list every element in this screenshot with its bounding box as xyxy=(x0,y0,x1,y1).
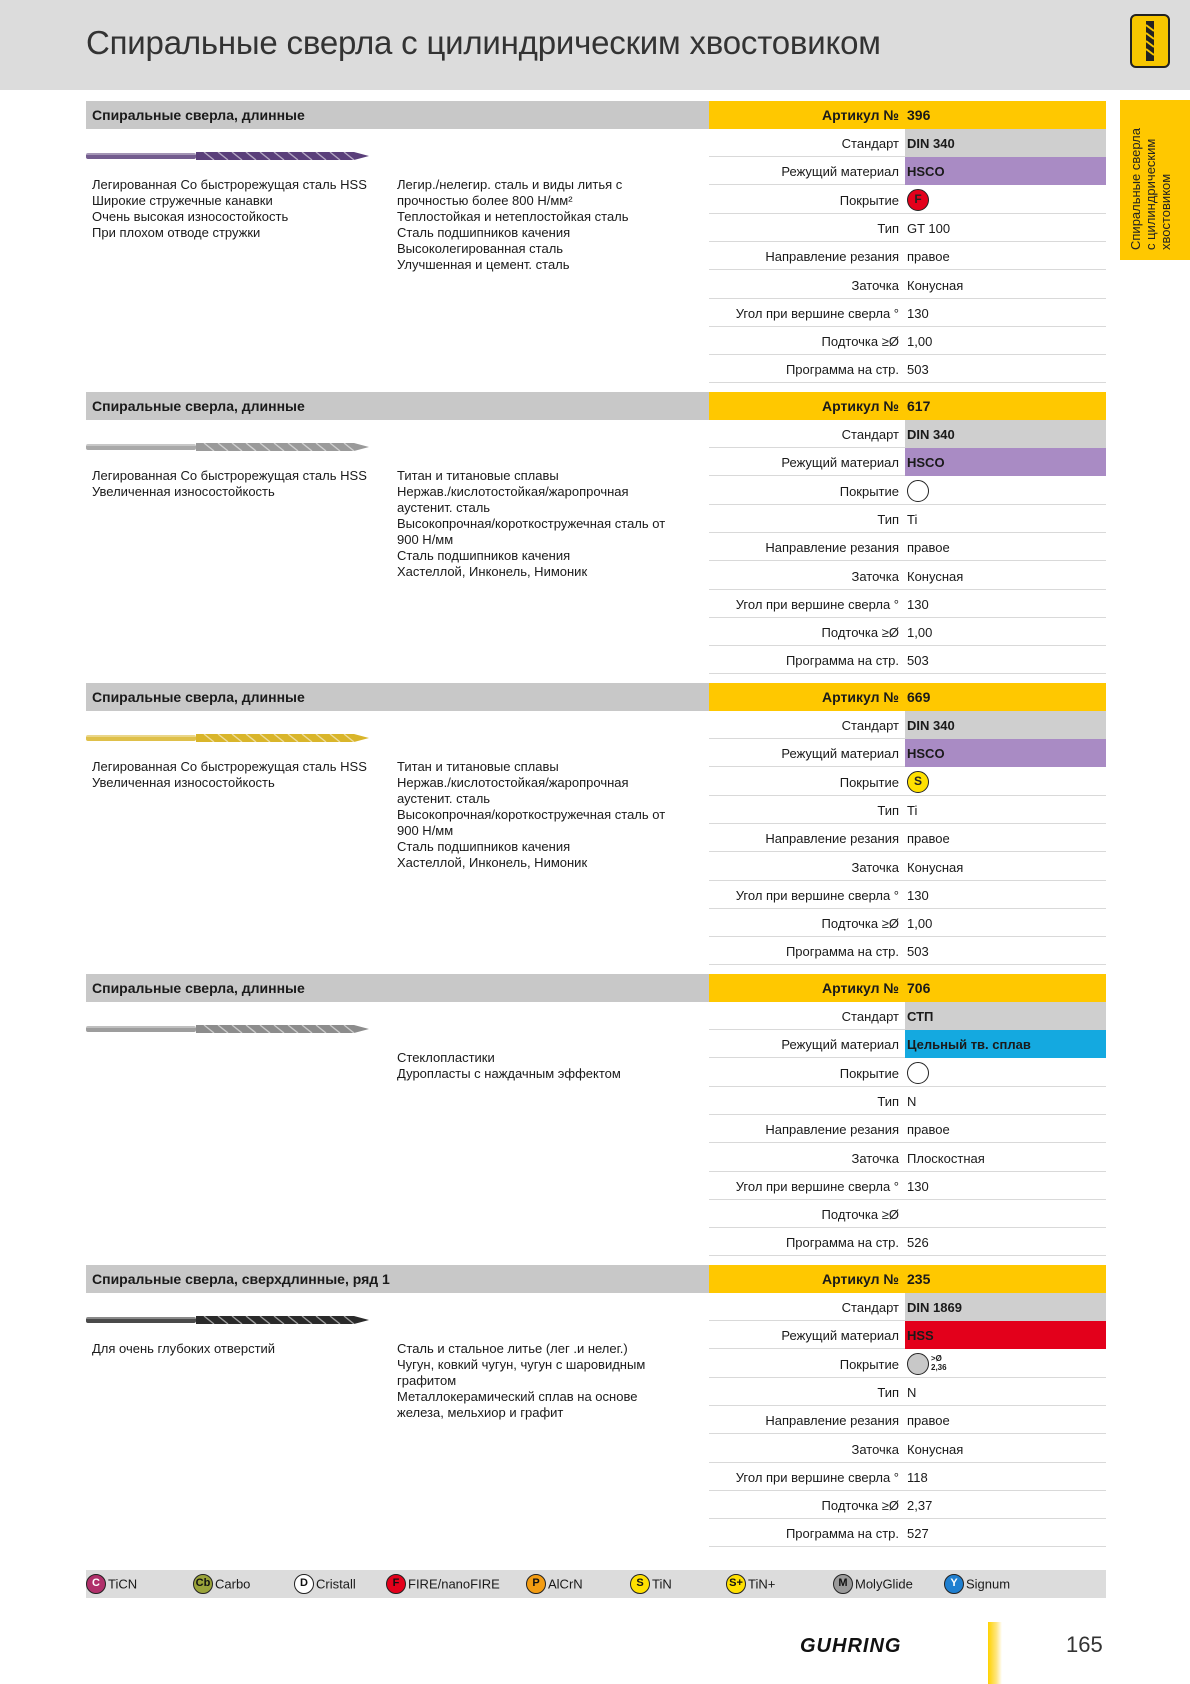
property-value: 2,37 xyxy=(907,1498,933,1514)
legend-label: Cristall xyxy=(316,1576,356,1592)
property-row xyxy=(709,420,1106,448)
workpiece-material-item: Дуропласты с наждачным эффектом xyxy=(397,1066,621,1081)
property-value-cell xyxy=(905,420,1106,448)
property-label: Заточка xyxy=(851,1150,899,1166)
property-value-cell xyxy=(905,448,1106,476)
property-label: Покрытие xyxy=(839,1065,899,1081)
property-value-cell xyxy=(905,1519,1106,1547)
property-value-cell xyxy=(905,477,1106,505)
legend-item xyxy=(833,1574,913,1594)
property-row xyxy=(709,299,1106,327)
property-value-cell xyxy=(905,1172,1106,1200)
legend-item xyxy=(526,1574,583,1594)
property-value: HSCO xyxy=(907,455,945,471)
property-value-cell xyxy=(905,129,1106,157)
workpiece-material-item: Титан и титановые сплавы xyxy=(397,759,559,774)
property-row xyxy=(709,1491,1106,1519)
property-label: Заточка xyxy=(851,568,899,584)
steam-coating-icon xyxy=(907,1353,929,1375)
legend-item xyxy=(294,1574,356,1594)
coating-legend-icon: P xyxy=(526,1574,546,1594)
property-value: 130 xyxy=(907,1178,929,1194)
property-value: правое xyxy=(907,540,950,556)
property-row xyxy=(709,1115,1106,1143)
property-row xyxy=(709,937,1106,965)
property-value: 1,00 xyxy=(907,334,933,350)
property-value-cell xyxy=(905,1059,1106,1087)
workpiece-material-item: Титан и титановые сплавы xyxy=(397,468,559,483)
workpiece-material-item: Нержав./кислотостойкая/жаропрочная xyxy=(397,484,629,499)
feature-list xyxy=(92,1341,392,1357)
feature-item: При плохом отводе стружки xyxy=(92,225,261,240)
feature-item: Увеличенная износостойкость xyxy=(92,484,275,499)
product-section xyxy=(86,1265,1106,1555)
feature-item: Увеличенная износостойкость xyxy=(92,775,275,790)
article-label: Артикул № xyxy=(822,1271,899,1287)
drill-illustration xyxy=(86,1021,369,1037)
page-title: Спиральные сверла с цилиндрическим хвостовиком xyxy=(86,24,881,61)
property-value-cell xyxy=(905,909,1106,937)
property-value-cell xyxy=(905,1087,1106,1115)
product-heading-bar xyxy=(86,1265,709,1293)
property-value-cell xyxy=(905,1321,1106,1349)
property-row xyxy=(709,1172,1106,1200)
property-value: Конусная xyxy=(907,1441,964,1457)
drill-illustration xyxy=(86,148,369,164)
property-label: Режущий материал xyxy=(781,455,899,471)
feature-list xyxy=(92,468,392,500)
property-label: Режущий материал xyxy=(781,1328,899,1344)
article-number[interactable]: 617 xyxy=(907,398,931,414)
workpiece-material-item: Улучшенная и цемент. сталь xyxy=(397,257,570,272)
property-value-cell xyxy=(905,1378,1106,1406)
property-row xyxy=(709,1293,1106,1321)
property-value: правое xyxy=(907,1413,950,1429)
property-value: GT 100 xyxy=(907,220,951,236)
property-label: Направление резания xyxy=(765,249,899,265)
property-label: Тип xyxy=(877,802,899,818)
property-value: правое xyxy=(907,831,950,847)
property-value-cell xyxy=(905,242,1106,270)
coating-legend-icon: F xyxy=(386,1574,406,1594)
property-value: 503 xyxy=(907,944,929,960)
property-row xyxy=(709,1059,1106,1087)
coating-legend-icon: C xyxy=(86,1574,106,1594)
property-label: Тип xyxy=(877,1093,899,1109)
property-row xyxy=(709,1378,1106,1406)
property-value-cell xyxy=(905,1200,1106,1228)
article-bar xyxy=(709,974,1106,1002)
property-value-cell xyxy=(905,1030,1106,1058)
coating-legend-icon: M xyxy=(833,1574,853,1594)
property-row xyxy=(709,853,1106,881)
product-heading: Спиральные сверла, длинные xyxy=(92,980,305,996)
property-value: 130 xyxy=(907,596,929,612)
property-value: 118 xyxy=(907,1469,928,1485)
property-label: Угол при вершине сверла ° xyxy=(735,1178,899,1194)
article-bar xyxy=(709,101,1106,129)
workpiece-material-list xyxy=(397,759,697,871)
property-label: Программа на стр. xyxy=(785,362,899,378)
side-tab-line: хвостовиком xyxy=(1158,173,1173,250)
workpiece-material-item: Высокопрочная/короткостружечная сталь от xyxy=(397,516,666,531)
article-label: Артикул № xyxy=(822,398,899,414)
property-value-cell xyxy=(905,937,1106,965)
property-value-cell xyxy=(905,1293,1106,1321)
property-value-cell xyxy=(905,618,1106,646)
property-label: Стандарт xyxy=(841,427,899,442)
property-value: Конусная xyxy=(907,277,964,293)
property-value: 503 xyxy=(907,362,929,378)
product-section xyxy=(86,974,1106,1264)
legend-label: MolyGlide xyxy=(855,1576,913,1592)
legend-item xyxy=(193,1574,250,1594)
property-row xyxy=(709,1087,1106,1115)
side-chapter-tab[interactable] xyxy=(1120,100,1190,260)
property-value-cell xyxy=(905,271,1106,299)
property-value: 130 xyxy=(907,305,929,321)
workpiece-material-item: железа, мельхиор и графит xyxy=(397,1405,564,1420)
property-row xyxy=(709,157,1106,185)
property-label: Заточка xyxy=(851,277,899,293)
property-value: DIN 1869 xyxy=(907,1300,962,1315)
property-value-cell xyxy=(905,299,1106,327)
property-value-cell xyxy=(905,1350,1106,1378)
drill-illustration xyxy=(86,439,369,455)
property-value: СТП xyxy=(907,1009,934,1024)
property-row xyxy=(709,505,1106,533)
article-label: Артикул № xyxy=(822,689,899,705)
property-row xyxy=(709,590,1106,618)
coating-legend-icon: Cb xyxy=(193,1574,213,1594)
property-row xyxy=(709,1200,1106,1228)
property-value: HSCO xyxy=(907,164,945,180)
property-value: N xyxy=(907,1093,917,1109)
feature-item: Легированная Co быстрорежущая сталь HSS xyxy=(92,177,367,192)
legend-item xyxy=(630,1574,672,1594)
property-label: Стандарт xyxy=(841,718,899,733)
property-value: Ti xyxy=(907,802,918,818)
property-row xyxy=(709,129,1106,157)
property-label: Направление резания xyxy=(765,1122,899,1138)
product-section xyxy=(86,392,1106,682)
property-row xyxy=(709,562,1106,590)
property-label: Подточка ≥Ø xyxy=(821,916,899,932)
legend-label: FIRE/nanoFIRE xyxy=(408,1576,500,1592)
property-row xyxy=(709,1321,1106,1349)
fire-coating-icon: F xyxy=(907,189,929,211)
property-value-cell xyxy=(905,327,1106,355)
property-value: Ti xyxy=(907,511,918,527)
uncoated-icon xyxy=(907,480,929,502)
property-row xyxy=(709,796,1106,824)
property-value-cell xyxy=(905,739,1106,767)
coating-legend xyxy=(86,1570,1106,1598)
property-value: 1,00 xyxy=(907,916,933,932)
article-bar xyxy=(709,392,1106,420)
property-value: N xyxy=(907,1384,917,1400)
article-label: Артикул № xyxy=(822,107,899,123)
property-label: Заточка xyxy=(851,1441,899,1457)
property-value-cell xyxy=(905,590,1106,618)
property-label: Режущий материал xyxy=(781,1037,899,1053)
property-value-cell xyxy=(905,1491,1106,1519)
property-value: Цельный тв. сплав xyxy=(907,1037,1031,1053)
property-row xyxy=(709,881,1106,909)
article-bar xyxy=(709,683,1106,711)
legend-label: AlCrN xyxy=(548,1576,583,1592)
property-row xyxy=(709,768,1106,796)
property-value-cell xyxy=(905,796,1106,824)
workpiece-material-item: аустенит. сталь xyxy=(397,791,491,806)
property-row xyxy=(709,1350,1106,1378)
property-value-cell xyxy=(905,853,1106,881)
coating-legend-icon: S xyxy=(630,1574,650,1594)
feature-list xyxy=(92,759,392,791)
property-value: 1,00 xyxy=(907,625,933,641)
property-value: Конусная xyxy=(907,859,964,875)
property-row xyxy=(709,355,1106,383)
property-value: правое xyxy=(907,249,950,265)
property-row xyxy=(709,1002,1106,1030)
legend-label: Carbo xyxy=(215,1576,251,1592)
product-heading-bar xyxy=(86,683,709,711)
property-row xyxy=(709,533,1106,561)
workpiece-material-list xyxy=(397,1341,697,1421)
property-value-cell xyxy=(905,646,1106,674)
workpiece-material-item: Высоколегированная сталь xyxy=(397,241,564,256)
property-value-cell xyxy=(905,157,1106,185)
property-label: Стандарт xyxy=(841,136,899,151)
property-value-cell xyxy=(905,824,1106,852)
property-label: Программа на стр. xyxy=(785,653,899,669)
property-label: Подточка ≥Ø xyxy=(821,334,899,350)
product-heading-bar xyxy=(86,392,709,420)
workpiece-material-item: прочностью более 800 Н/мм² xyxy=(397,193,573,208)
property-value-cell xyxy=(905,1144,1106,1172)
workpiece-material-item: аустенит. сталь xyxy=(397,500,491,515)
property-value-cell xyxy=(905,1115,1106,1143)
property-label: Режущий материал xyxy=(781,164,899,180)
property-label: Угол при вершине сверла ° xyxy=(735,887,899,903)
side-tab-line: с цилиндрическим xyxy=(1143,138,1158,250)
property-label: Покрытие xyxy=(839,1356,899,1372)
workpiece-material-item: Сталь подшипников качения xyxy=(397,548,571,563)
property-row xyxy=(709,1435,1106,1463)
feature-item: Легированная Co быстрорежущая сталь HSS xyxy=(92,759,367,774)
property-value-cell xyxy=(905,768,1106,796)
property-value-cell xyxy=(905,533,1106,561)
workpiece-material-item: Теплостойкая и нетеплостойкая сталь xyxy=(397,209,629,224)
property-label: Покрытие xyxy=(839,774,899,790)
property-row xyxy=(709,214,1106,242)
page-number: 165 xyxy=(1066,1632,1103,1657)
property-value: 130 xyxy=(907,887,929,903)
workpiece-material-item: Хастеллой, Инконель, Нимоник xyxy=(397,855,588,870)
drill-illustration xyxy=(86,730,369,746)
brand-logo: GUHRING xyxy=(800,1635,902,1657)
property-label: Направление резания xyxy=(765,831,899,847)
property-row xyxy=(709,711,1106,739)
legend-item xyxy=(944,1574,1010,1594)
property-label: Заточка xyxy=(851,859,899,875)
legend-label: TiN+ xyxy=(748,1576,776,1592)
uncoated-icon xyxy=(907,1062,929,1084)
product-heading: Спиральные сверла, длинные xyxy=(92,689,305,705)
workpiece-material-item: Легир./нелегир. сталь и виды литья с xyxy=(397,177,623,192)
property-row xyxy=(709,327,1106,355)
drill-logo-icon xyxy=(1130,14,1170,68)
product-heading: Спиральные сверла, длинные xyxy=(92,107,305,123)
footer-accent-bar xyxy=(988,1622,1002,1684)
property-label: Тип xyxy=(877,511,899,527)
property-row xyxy=(709,1228,1106,1256)
property-value: DIN 340 xyxy=(907,718,955,733)
property-value-cell xyxy=(905,1463,1106,1491)
property-label: Покрытие xyxy=(839,192,899,208)
workpiece-material-item: Сталь подшипников качения xyxy=(397,839,571,854)
property-row xyxy=(709,448,1106,476)
workpiece-material-item: Высокопрочная/короткостружечная сталь от xyxy=(397,807,666,822)
property-value-cell xyxy=(905,881,1106,909)
property-value-cell xyxy=(905,1435,1106,1463)
article-number[interactable]: 669 xyxy=(907,689,931,705)
property-label: Тип xyxy=(877,1384,899,1400)
property-value-cell xyxy=(905,186,1106,214)
side-tab-line: Спиральные сверла xyxy=(1128,128,1143,250)
property-label: Программа на стр. xyxy=(785,1526,899,1542)
property-label: Угол при вершине сверла ° xyxy=(735,305,899,321)
property-label: Угол при вершине сверла ° xyxy=(735,596,899,612)
property-row xyxy=(709,271,1106,299)
feature-item: Широкие стружечные канавки xyxy=(92,193,273,208)
property-value-cell xyxy=(905,711,1106,739)
workpiece-material-item: Металлокерамический сплав на основе xyxy=(397,1389,638,1404)
product-section xyxy=(86,101,1106,391)
property-label: Программа на стр. xyxy=(785,944,899,960)
property-label: Угол при вершине сверла ° xyxy=(735,1469,899,1485)
property-value: Конусная xyxy=(907,568,964,584)
product-section xyxy=(86,683,1106,973)
property-value: 527 xyxy=(907,1526,929,1542)
legend-item xyxy=(726,1574,775,1594)
coating-legend-icon: Y xyxy=(944,1574,964,1594)
property-label: Тип xyxy=(877,220,899,236)
property-label: Программа на стр. xyxy=(785,1235,899,1251)
property-label: Подточка ≥Ø xyxy=(821,1207,899,1223)
workpiece-material-item: 900 Н/мм xyxy=(397,532,454,547)
product-heading: Спиральные сверла, длинные xyxy=(92,398,305,414)
property-value-cell xyxy=(905,1406,1106,1434)
property-value-cell xyxy=(905,1228,1106,1256)
property-label: Подточка ≥Ø xyxy=(821,625,899,641)
property-value-cell xyxy=(905,562,1106,590)
property-row xyxy=(709,739,1106,767)
legend-label: Signum xyxy=(966,1576,1011,1592)
property-value: 526 xyxy=(907,1235,929,1251)
workpiece-material-list xyxy=(397,177,697,273)
property-row xyxy=(709,1463,1106,1491)
feature-item: Для очень глубоких отверстий xyxy=(92,1341,276,1356)
property-label: Стандарт xyxy=(841,1009,899,1024)
article-label: Артикул № xyxy=(822,980,899,996)
workpiece-material-item: Нержав./кислотостойкая/жаропрочная xyxy=(397,775,629,790)
property-row xyxy=(709,1519,1106,1547)
property-label: Покрытие xyxy=(839,483,899,499)
property-value: правое xyxy=(907,1122,950,1138)
product-heading-bar xyxy=(86,101,709,129)
property-label: Направление резания xyxy=(765,540,899,556)
feature-item: Очень высокая износостойкость xyxy=(92,209,289,224)
property-row xyxy=(709,1406,1106,1434)
tin-coating-icon: S xyxy=(907,771,929,793)
feature-item: Легированная Co быстрорежущая сталь HSS xyxy=(92,468,367,483)
property-value: HSCO xyxy=(907,746,945,762)
property-label: Стандарт xyxy=(841,1300,899,1315)
workpiece-material-list xyxy=(397,468,697,580)
workpiece-material-item: Сталь подшипников качения xyxy=(397,225,571,240)
property-label: Подточка ≥Ø xyxy=(821,1498,899,1514)
workpiece-material-item: Чугун, ковкий чугун, чугун с шаровидным xyxy=(397,1357,646,1372)
property-value-cell xyxy=(905,1002,1106,1030)
property-label: Режущий материал xyxy=(781,746,899,762)
workpiece-material-item: графитом xyxy=(397,1373,457,1388)
property-value: DIN 340 xyxy=(907,427,955,442)
article-number[interactable]: 706 xyxy=(907,980,931,996)
property-row xyxy=(709,646,1106,674)
article-number[interactable]: 396 xyxy=(907,107,931,123)
property-row xyxy=(709,477,1106,505)
property-row xyxy=(709,186,1106,214)
property-row xyxy=(709,909,1106,937)
workpiece-material-item: Хастеллой, Инконель, Нимоник xyxy=(397,564,588,579)
legend-label: TiN xyxy=(652,1576,672,1592)
property-label: Направление резания xyxy=(765,1413,899,1429)
property-row xyxy=(709,618,1106,646)
workpiece-material-item: 900 Н/мм xyxy=(397,823,454,838)
property-row xyxy=(709,242,1106,270)
workpiece-material-item: Стеклопластики xyxy=(397,1050,495,1065)
legend-label: TiCN xyxy=(108,1576,138,1592)
property-value: DIN 340 xyxy=(907,136,955,151)
property-value: HSS xyxy=(907,1328,934,1344)
property-value-cell xyxy=(905,355,1106,383)
workpiece-material-item: Сталь и стальное литье (лег .и нелег.) xyxy=(397,1341,628,1356)
product-heading-bar xyxy=(86,974,709,1002)
workpiece-material-list xyxy=(397,1050,697,1082)
legend-item xyxy=(386,1574,500,1594)
feature-list xyxy=(92,177,392,241)
property-row xyxy=(709,1144,1106,1172)
legend-item xyxy=(86,1574,137,1594)
article-bar xyxy=(709,1265,1106,1293)
property-row xyxy=(709,1030,1106,1058)
property-value: 503 xyxy=(907,653,929,669)
property-row xyxy=(709,824,1106,852)
drill-illustration xyxy=(86,1312,369,1328)
coating-legend-icon: S+ xyxy=(726,1574,746,1594)
article-number[interactable]: 235 xyxy=(907,1271,931,1287)
property-value-cell xyxy=(905,505,1106,533)
property-value-cell xyxy=(905,214,1106,242)
property-value: Плоскостная xyxy=(907,1150,985,1166)
coating-diameter-note: >Ø 2,36 xyxy=(931,1353,947,1372)
coating-legend-icon: D xyxy=(294,1574,314,1594)
product-heading: Спиральные сверла, сверхдлинные, ряд 1 xyxy=(92,1271,390,1287)
